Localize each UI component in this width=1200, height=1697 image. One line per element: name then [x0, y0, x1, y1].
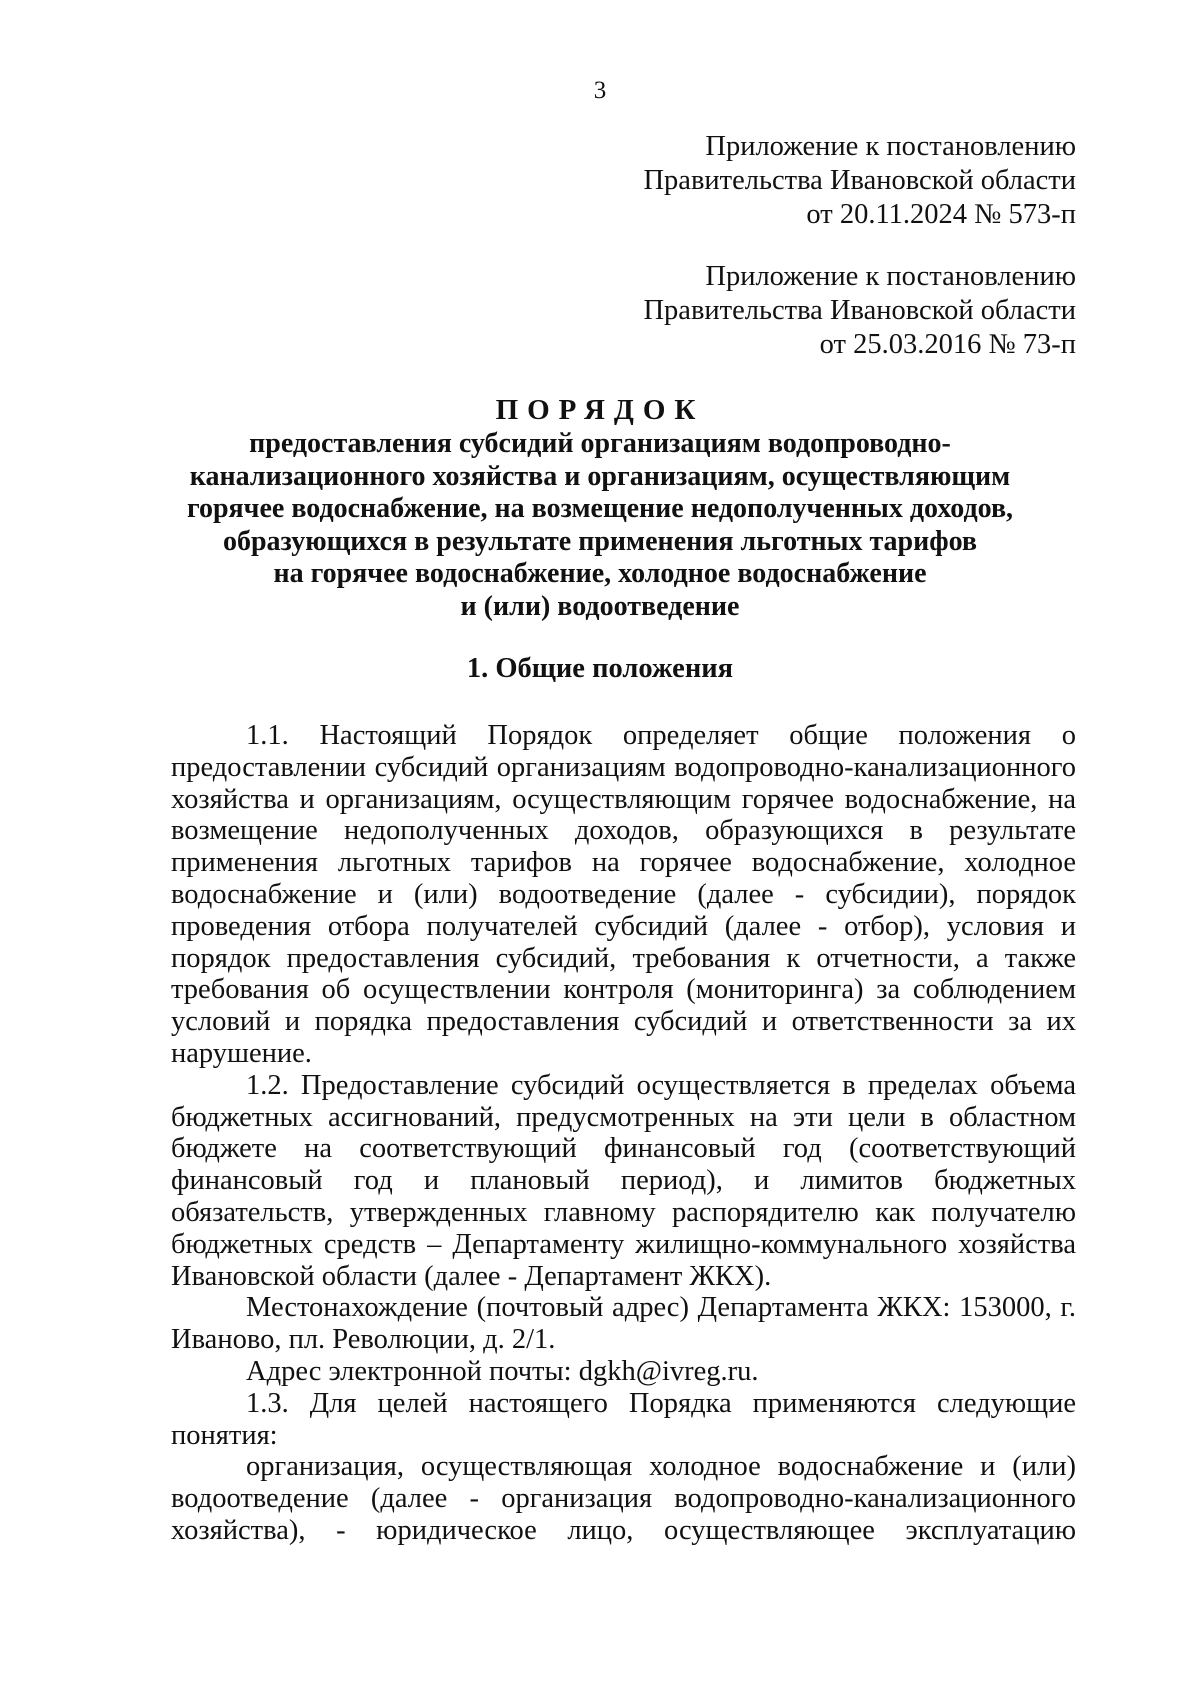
title-line: горячее водоснабжение, на возмещение недополученных доходов,: [186, 493, 1014, 524]
appendix-line: Правительства Ивановской области: [643, 295, 1076, 326]
appendix-line: Правительства Ивановской области: [643, 165, 1076, 196]
title-line: предоставления субсидий организациям водопроводно-: [249, 428, 951, 459]
appendix-note-original: [643, 260, 1076, 362]
title-subtitle: [100, 428, 1100, 623]
title-line: канализационного хозяйства и организациям, осуществляющим: [189, 460, 1011, 492]
paragraph: 1.1. Настоящий Порядок определяет общие положения о предоставлении субсидий организациям водопроводно-канализационного хозяйства и организациям, осуществляющим горячее водоснабжение, на возмещение недополученных доходов, образующихся в результате применения льготных тарифов на горячее водоснабжение, холодное водоснабжение и (или) водоотведение (далее - субсидии), порядок проведения отбора получателей субсидий (далее - отбор), условия и порядок предоставления субсидий, требования к отчетности, а также требования об осуществлении контроля (мониторинга) за соблюдением условий и порядка предоставления субсидий и ответственности за их нарушение.: [171, 720, 1076, 1069]
appendix-line: от 20.11.2024 № 573-п: [806, 199, 1076, 230]
appendix-line: от 25.03.2016 № 73-п: [819, 329, 1076, 360]
title-line: образующихся в результате применения льготных тарифов: [222, 525, 978, 557]
body-text: [171, 720, 1076, 1547]
paragraph: Местонахождение (почтовый адрес) Департамента ЖКХ: 153000, г. Иваново, пл. Революции, д. 2/1.: [171, 1292, 1076, 1356]
paragraph: 1.2. Предоставление субсидий осуществляется в пределах объема бюджетных ассигнований, предусмотренных на эти цели в областном бюджете на соответствующий финансовый год (соответствующий финансовый год и плановый период), и лимитов бюджетных обязательств, утвержденных главному распорядителю как получателю бюджетных средств – Департаменту жилищно-коммунального хозяйства Ивановской области (далее - Департамент ЖКХ).: [171, 1069, 1076, 1292]
section-heading: 1. Общие положения: [466, 653, 734, 684]
document-title: [100, 392, 1100, 623]
paragraph: Адрес электронной почты: dgkh@ivreg.ru.: [246, 1355, 759, 1387]
title-line: на горячее водоснабжение, холодное водоснабжение: [273, 558, 927, 589]
paragraph: 1.3. Для целей настоящего Порядка применяются следующие понятия:: [171, 1387, 1076, 1451]
appendix-line: Приложение к постановлению: [705, 261, 1076, 292]
page-number: 3: [593, 77, 607, 104]
title-line: и (или) водоотведение: [460, 590, 740, 622]
paragraph: организация, осуществляющая холодное водоснабжение и (или) водоотведение (далее - организация водопроводно-канализационного хозяйства), - юридическое лицо, осуществляющее эксплуатацию: [171, 1451, 1076, 1546]
title-main: ПОРЯДОК: [495, 394, 705, 426]
appendix-note-current: [643, 130, 1076, 232]
appendix-line: Приложение к постановлению: [705, 131, 1076, 162]
